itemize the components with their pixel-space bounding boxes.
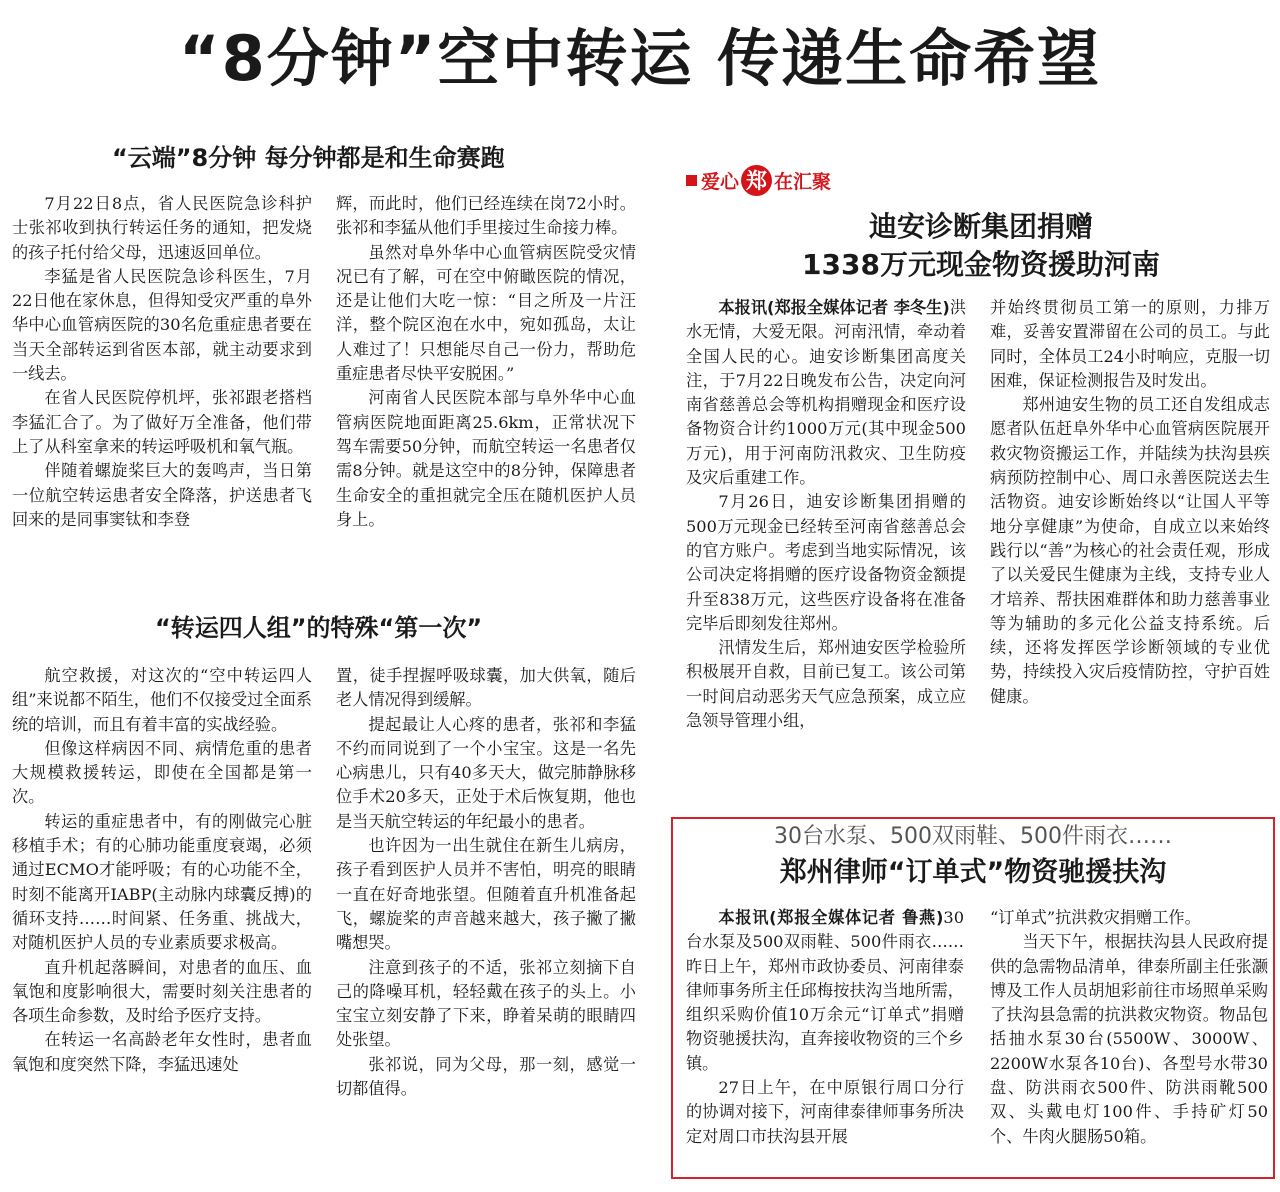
section1-col1 [12, 192, 312, 532]
paragraph: 注意到孩子的不适，张祁立刻摘下自己的降噪耳机，轻轻戴在孩子的头上。小宝宝立刻安静了下来，睁着呆萌的眼睛四处张望。 [336, 957, 636, 1050]
paragraph: 虽然对阜外华中心血管病医院受灾情况已有了解，可在空中俯瞰医院的情况，还是让他们大吃一惊：“目之所及一片汪洋，整个院区泡在水中，宛如孤岛，太让人难过了！只想能尽自己一份力，帮助危重症患者尽快平安脱困。” [336, 242, 636, 384]
article2-title-line1: 迪安诊断集团捐赠 [868, 210, 1093, 243]
section1-subhead: “云端”8分钟 每分钟都是和生命赛跑 [112, 144, 505, 172]
column-tag [686, 163, 831, 197]
paragraph: 提起最让人心疼的患者，张祁和李猛不约而同说到了一个小宝宝。这是一名先心病患儿，只有40多天大，做完肺静脉移位手术20多天，正处于术后恢复期，他也是当天航空转运的年纪最小的患者。 [336, 714, 636, 831]
paragraph: 但像这样病因不同、病情危重的患者大规模救援转运，即使在全国都是第一次。 [12, 738, 312, 807]
paragraph: 当天下午，根据扶沟县人民政府提供的急需物品清单，律泰所副主任张灏博及工作人员胡旭彩前往市场照单采购了扶沟县急需的抗洪救灾物资。物品包括抽水泵30台(5500W、3000W、2200W水泵各10台)、各型号水带30盘、防洪雨衣500件、防洪雨靴500双、头戴电灯100件、手持矿灯50个、牛肉火腿肠50箱。 [990, 932, 1268, 1146]
paragraph: 航空救援，对这次的“空中转运四人组”来说都不陌生，他们不仅接受过全面系统的培训，而且有着丰富的实战经验。 [12, 666, 312, 734]
byline: 本报讯(郑报全媒体记者 鲁燕) [718, 908, 944, 927]
paragraph [686, 296, 966, 490]
paragraph: 7月22日8点，省人民医院急诊科护士张祁收到执行转运任务的通知，把发烧的孩子托付给父母，迅速返回单位。 [12, 194, 312, 262]
paragraph: 27日上午，在中原银行周口分行的协调对接下，河南律泰律师事务所决定对周口市扶沟县开展 [686, 1078, 964, 1146]
article3-title: 郑州律师“订单式”物资驰援扶沟 [779, 857, 1167, 888]
lead-text: 30台水泵及500双雨鞋、500件雨衣……昨日上午，郑州市政协委员、河南律泰律师事务所主任邱梅按扶沟当地所需，组织采购价值10万余元“订单式”捐赠物资驰援扶沟，直奔接收物资的三个乡镇。 [686, 908, 964, 1073]
article2-col1 [686, 296, 966, 733]
paragraph: “订单式”抗洪救灾捐赠工作。 [990, 908, 1201, 927]
article2-col2 [990, 296, 1270, 709]
paragraph: 直升机起落瞬间，对患者的血压、血氧饱和度影响很大，需要时刻关注患者的各项生命参数，及时给予医疗支持。 [12, 957, 312, 1026]
byline: 本报讯(郑报全媒体记者 李冬生) [718, 298, 950, 317]
paragraph: 转运的重症患者中，有的刚做完心脏移植手术；有的心肺功能重度衰竭，必须通过ECMO才能呼吸；有的心功能不全，时刻不能离开IABP(主动脉内球囊反搏)的循环支持……时间紧、任务重、挑战大，对随机医护人员的专业素质要求极高。 [12, 811, 312, 953]
article3-kicker: 30台水泵、500双雨鞋、500件雨衣…… [774, 824, 1172, 849]
section1-col2 [336, 192, 636, 532]
paragraph: 郑州迪安生物的员工还自发组成志愿者队伍赶阜外华中心血管病医院展开救灾物资搬运工作，并陆续为扶沟县疾病预防控制中心、周口永善医院送去生活物资。迪安诊断始终以“让国人平等地分享健康”为使命，自成立以来始终践行以“善”为核心的社会责任观，形成了以关爱民生健康为主线，支持专业人才培养、帮扶困难群体和助力慈善事业等为辅助的多元化公益支持系统。后续，还将发挥医学诊断领域的专业优势，持续投入灾后疫情防控，守护百姓健康。 [990, 395, 1270, 706]
paragraph: 置，徒手捏握呼吸球囊，加大供氧，随后老人情况得到缓解。 [336, 666, 636, 710]
section2-col1 [12, 664, 312, 1077]
column-tag-right: 在汇聚 [774, 170, 832, 193]
paragraph: 并始终贯彻员工第一的原则，力排万难，妥善安置滞留在公司的员工。与此同时，全体员工24小时响应，克服一切困难，保证检测报告及时发出。 [990, 298, 1270, 390]
red-square-icon [686, 175, 697, 186]
column-tag-left: 爱心 [701, 170, 740, 193]
paragraph [686, 906, 964, 1076]
paragraph: 伴随着螺旋桨巨大的轰鸣声，当日第一位航空转运患者安全降落，护送患者飞回来的是同事窦钛和李登 [12, 461, 312, 529]
article3-col1 [686, 906, 964, 1149]
paragraph: 7月26日，迪安诊断集团捐赠的500万元现金已经转至河南省慈善总会的官方账户。考虑到当地实际情况，该公司决定将捐赠的医疗设备物资金额提升至838万元，这些医疗设备将在准备完毕后即刻发往郑州。 [686, 492, 966, 633]
section2-col2 [336, 664, 636, 1101]
paragraph: 李猛是省人民医院急诊科医生，7月22日他在家休息，但得知受灾严重的阜外华中心血管病医院的30名危重症患者要在当天全部转运到省医本部，就主动要求到一线去。 [12, 266, 312, 384]
lead-text: 洪水无情，大爱无限。河南汛情，牵动着全国人民的心。迪安诊断集团高度关注，于7月22日晚发布公告，决定向河南省慈善总会等机构捐赠现金和医疗设备物资合计约1000万元(其中现金500万元)，用于河南防汛救灾、卫生防疫及灾后重建工作。 [686, 298, 967, 488]
article2-title-line2: 1338万元现金物资援助河南 [802, 248, 1160, 281]
section2-subhead: “转运四人组”的特殊“第一次” [155, 614, 483, 642]
article3-col2 [990, 906, 1268, 1149]
paragraph: 在省人民医院停机坪，张祁跟老搭档李猛汇合了。为了做好万全准备，他们带上了从科室拿来的转运呼吸机和氧气瓶。 [12, 388, 312, 456]
paragraph: 辉，而此时，他们已经连续在岗72小时。张祁和李猛从他们手里接过生命接力棒。 [336, 194, 636, 238]
paragraph: 张祁说，同为父母，那一刻，感觉一切都值得。 [336, 1054, 636, 1099]
paragraph: 也许因为一出生就住在新生儿病房，孩子看到医护人员并不害怕，明亮的眼睛一直在好奇地张望。但随着直升机准备起飞，螺旋桨的声音越来越大，孩子撇了撇嘴想哭。 [336, 836, 636, 953]
paragraph: 河南省人民医院本部与阜外华中心血管病医院地面距离25.6km，正常状况下驾车需要50分钟，而航空转运一名患者仅需8分钟。就是这空中的8分钟，保障患者生命安全的重担就完全压在随机医护人员身上。 [336, 388, 636, 529]
column-tag-circle: 郑 [741, 165, 772, 196]
paragraph: 汛情发生后，郑州迪安医学检验所积极展开自救，目前已复工。该公司第一时间启动恶劣天气应急预案，成立应急领导管理小组， [686, 638, 966, 731]
paragraph: 在转运一名高龄老年女性时，患者血氧饱和度突然下降，李猛迅速处 [12, 1030, 312, 1074]
main-headline: “8分钟”空中转运 传递生命希望 [178, 22, 1102, 95]
